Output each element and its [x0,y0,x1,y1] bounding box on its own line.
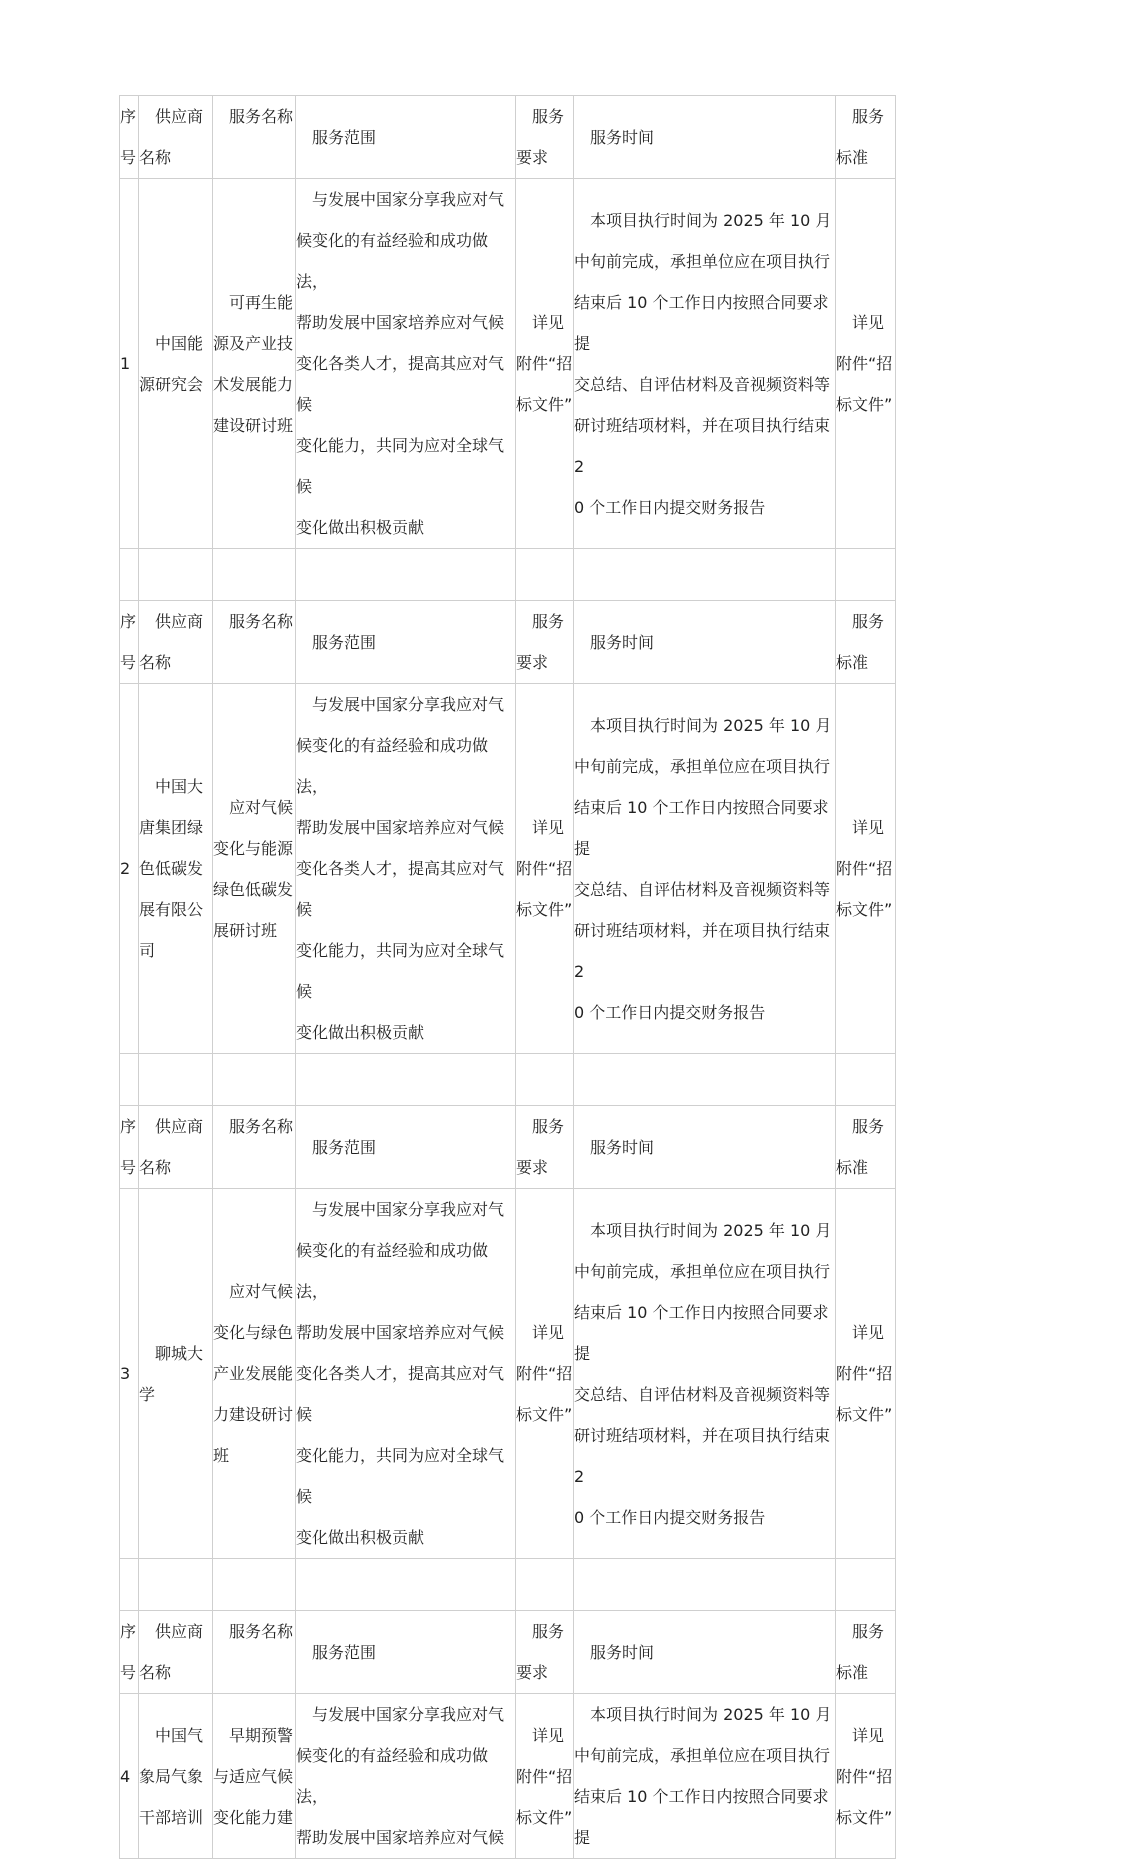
cell-time: 本项目执行时间为 2025 年 10 月 中旬前完成，承担单位应在项目执行 结束后 10 个工作日内按照合同要求提 [574,1694,836,1859]
header-scope: 服务范围 [296,1611,516,1694]
header-supplier: 供应商 名称 [139,601,213,684]
cell-time: 本项目执行时间为 2025 年 10 月 中旬前完成，承担单位应在项目执行 结束后 10 个工作日内按照合同要求提 交总结、自评估材料及音视频资料等 研讨班结项材料，并在项目执行结束 2 0 个工作日内提交财务报告 [574,684,836,1054]
cell-service-name: 可再生能 源及产业技 术发展能力 建设研讨班 [213,179,296,549]
header-requirement: 服务 要求 [516,1106,574,1189]
header-row [120,1106,896,1189]
header-no: 序 号 [120,1611,139,1694]
cell-requirement: 详见 附件“招 标文件” [516,684,574,1054]
service-table-3 [119,1105,896,1611]
header-time: 服务时间 [574,1611,836,1694]
table-row [120,1694,896,1859]
header-no: 序 号 [120,96,139,179]
service-table-2 [119,600,896,1106]
cell-scope: 与发展中国家分享我应对气 候变化的有益经验和成功做法， 帮助发展中国家培养应对气候 变化各类人才，提高其应对气候 变化能力，共同为应对全球气候 变化做出积极贡献 [296,684,516,1054]
cell-supplier: 中国气 象局气象 干部培训 [139,1694,213,1859]
cell-scope: 与发展中国家分享我应对气 候变化的有益经验和成功做法， 帮助发展中国家培养应对气候 变化各类人才，提高其应对气候 变化能力，共同为应对全球气候 变化做出积极贡献 [296,179,516,549]
header-time: 服务时间 [574,601,836,684]
cell-standard: 详见 附件“招 标文件” [836,1189,896,1559]
header-supplier: 供应商 名称 [139,96,213,179]
table-row [120,179,896,549]
header-service-name: 服务名称 [213,1611,296,1694]
header-row [120,1611,896,1694]
procurement-document [119,95,896,1859]
table-row [120,684,896,1054]
cell-no: 3 [120,1189,139,1559]
cell-service-name: 早期预警 与适应气候 变化能力建 [213,1694,296,1859]
header-standard: 服务 标准 [836,601,896,684]
header-time: 服务时间 [574,96,836,179]
cell-service-name: 应对气候 变化与绿色 产业发展能 力建设研讨 班 [213,1189,296,1559]
cell-scope: 与发展中国家分享我应对气 候变化的有益经验和成功做法， 帮助发展中国家培养应对气候 变化各类人才，提高其应对气候 变化能力，共同为应对全球气候 变化做出积极贡献 [296,1189,516,1559]
header-service-name: 服务名称 [213,601,296,684]
service-table-1 [119,95,896,601]
cell-requirement: 详见 附件“招 标文件” [516,1189,574,1559]
spacer-row [120,1054,896,1106]
header-no: 序 号 [120,601,139,684]
header-service-name: 服务名称 [213,96,296,179]
header-time: 服务时间 [574,1106,836,1189]
header-scope: 服务范围 [296,1106,516,1189]
header-standard: 服务 标准 [836,96,896,179]
header-row [120,96,896,179]
header-requirement: 服务 要求 [516,96,574,179]
spacer-row [120,1559,896,1611]
header-standard: 服务 标准 [836,1611,896,1694]
header-supplier: 供应商 名称 [139,1611,213,1694]
header-requirement: 服务 要求 [516,1611,574,1694]
cell-supplier: 聊城大 学 [139,1189,213,1559]
cell-supplier: 中国能 源研究会 [139,179,213,549]
cell-requirement: 详见 附件“招 标文件” [516,179,574,549]
cell-no: 2 [120,684,139,1054]
cell-no: 1 [120,179,139,549]
service-table-4 [119,1610,896,1859]
cell-requirement: 详见 附件“招 标文件” [516,1694,574,1859]
header-standard: 服务 标准 [836,1106,896,1189]
header-requirement: 服务 要求 [516,601,574,684]
cell-scope: 与发展中国家分享我应对气 候变化的有益经验和成功做法， 帮助发展中国家培养应对气候 [296,1694,516,1859]
header-scope: 服务范围 [296,601,516,684]
cell-standard: 详见 附件“招 标文件” [836,179,896,549]
cell-supplier: 中国大 唐集团绿 色低碳发 展有限公 司 [139,684,213,1054]
cell-service-name: 应对气候 变化与能源 绿色低碳发 展研讨班 [213,684,296,1054]
header-no: 序 号 [120,1106,139,1189]
table-row [120,1189,896,1559]
header-supplier: 供应商 名称 [139,1106,213,1189]
cell-no: 4 [120,1694,139,1859]
spacer-row [120,549,896,601]
header-scope: 服务范围 [296,96,516,179]
header-service-name: 服务名称 [213,1106,296,1189]
cell-standard: 详见 附件“招 标文件” [836,1694,896,1859]
cell-time: 本项目执行时间为 2025 年 10 月 中旬前完成，承担单位应在项目执行 结束后 10 个工作日内按照合同要求提 交总结、自评估材料及音视频资料等 研讨班结项材料，并在项目执行结束 2 0 个工作日内提交财务报告 [574,1189,836,1559]
header-row [120,601,896,684]
cell-standard: 详见 附件“招 标文件” [836,684,896,1054]
cell-time: 本项目执行时间为 2025 年 10 月 中旬前完成，承担单位应在项目执行 结束后 10 个工作日内按照合同要求提 交总结、自评估材料及音视频资料等 研讨班结项材料，并在项目执行结束 2 0 个工作日内提交财务报告 [574,179,836,549]
